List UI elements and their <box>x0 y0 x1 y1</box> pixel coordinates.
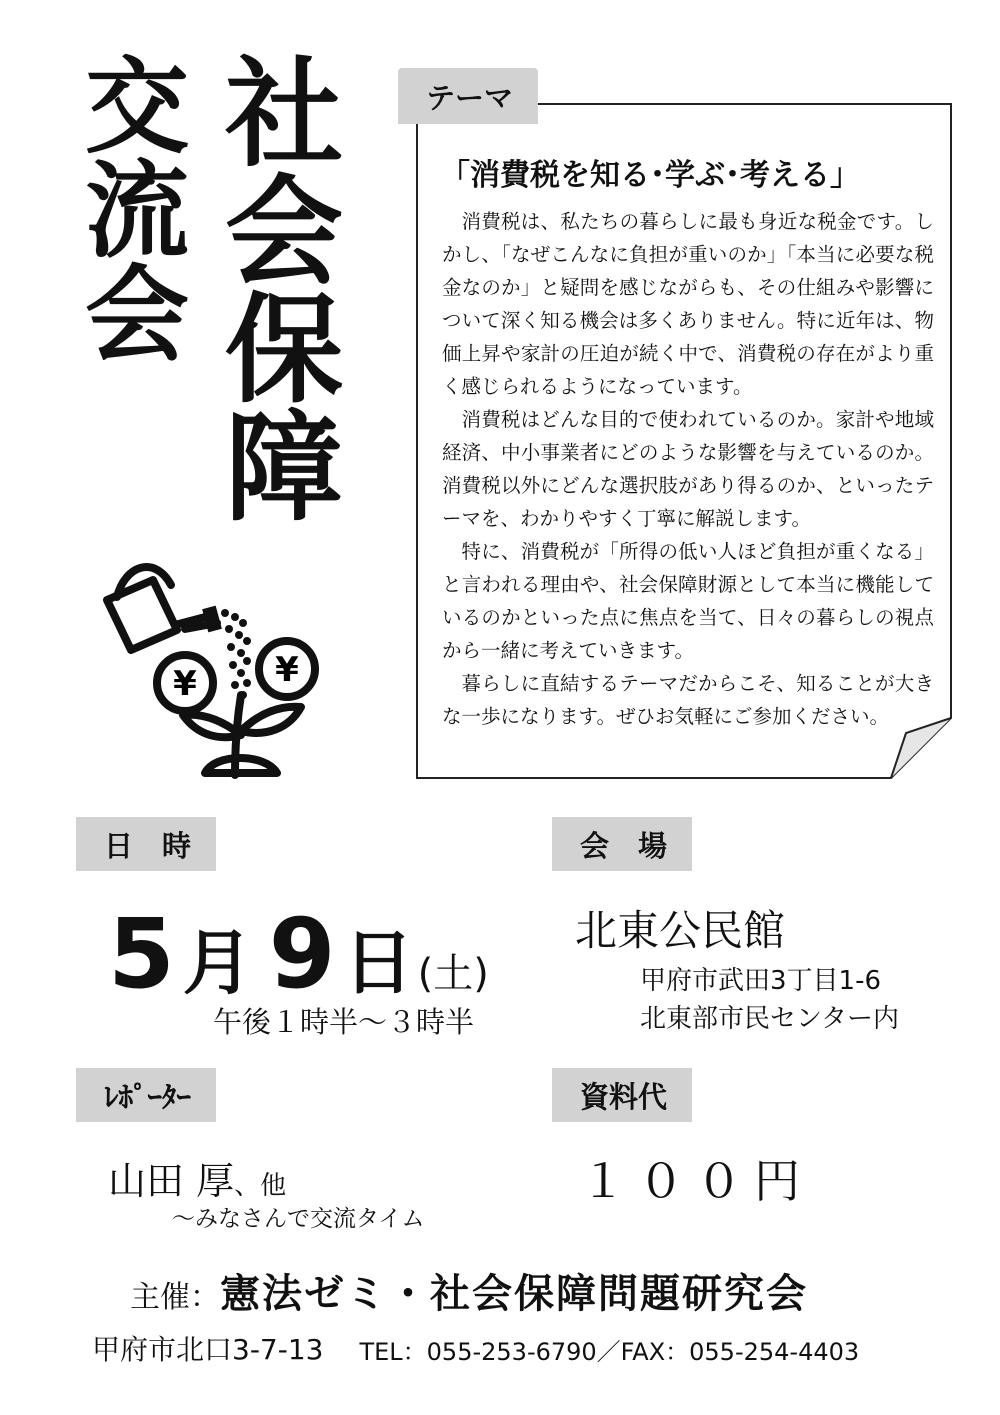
title-char: 障 <box>225 399 344 537</box>
fee-amount: １００円 <box>580 1154 812 1208</box>
theme-paragraph: 暮らしに直結するテーマだからこそ、知ることが大きな一歩になります。ぜひお気軽にご参加ください。 <box>442 672 934 728</box>
organizer-name: 憲法ゼミ・社会保障問題研究会 <box>220 1271 808 1317</box>
datetime-tag: 日 時 <box>76 817 216 871</box>
organizer-contact-line <box>92 1328 859 1368</box>
organizer-line <box>130 1262 808 1319</box>
title-char: 交 <box>85 46 190 168</box>
day-number: 9 <box>268 898 336 1010</box>
fee-tag: 資料代 <box>552 1068 692 1122</box>
reporter-name-line <box>108 1150 286 1205</box>
yen-coin-symbol: ¥ <box>173 664 197 704</box>
month-unit: 月 <box>182 922 253 1004</box>
title-exchange-meeting <box>85 46 190 376</box>
reporter-tag: ﾚﾎﾟｰﾀｰ <box>76 1068 216 1122</box>
day-unit: 日 <box>343 922 414 1004</box>
title-char: 保 <box>225 281 344 419</box>
organizer-address: 甲府市北口3-7-13 <box>92 1333 324 1366</box>
venue-name: 北東公民館 <box>575 906 786 955</box>
reporter-subtitle: ～みなさんで交流タイム <box>172 1206 425 1232</box>
title-char: 会 <box>85 254 190 376</box>
organizer-phone-fax: TEL：055-253-6790／FAX：055-254-4403 <box>359 1338 860 1366</box>
theme-headline: 「消費税を知る･学ぶ･考える」 <box>440 158 860 193</box>
weekday: (土) <box>417 951 489 997</box>
theme-paragraph: 特に、消費税が「所得の低い人ほど負担が重くなる」と言われる理由や、社会保障財源として本当に機能しているのかといった点に焦点を当て、日々の暮らしの視点から一緒に考えていきます。 <box>442 540 934 662</box>
month-number: 5 <box>108 898 175 1010</box>
venue-address-line: 甲府市武田3丁目1-6 <box>640 966 882 996</box>
watering-can-yen-sprout-icon <box>95 545 385 785</box>
reporter-name: 山田 厚 <box>108 1159 235 1203</box>
event-time: 午後１時半～３時半 <box>213 1005 475 1039</box>
venue-address <box>640 962 899 1038</box>
venue-address-line: 北東部市民センター内 <box>640 1004 899 1034</box>
reporter-suffix: 、他 <box>234 1171 287 1201</box>
theme-body <box>442 205 934 733</box>
theme-paragraph: 消費税は、私たちの暮らしに最も身近な税金です。しかし、「なぜこんなに負担が重いのか」「本当に必要な税金なのか」と疑問を感じながらも、その仕組みや影響について深く知る機会は多くありません。特に近年は、物価上昇や家計の圧迫が続く中で、消費税の存在がより重く感じられるようになっています。 <box>442 210 934 398</box>
theme-tag: テーマ <box>398 68 538 124</box>
organizer-label: 主催： <box>130 1280 220 1315</box>
theme-paragraph: 消費税はどんな目的で使われているのか。家計や地域経済、中小事業者にどのような影響を与えているのか。消費税以外にどんな選択肢があり得るのか、といったテーマを、わかりやすく丁寧に解説します。 <box>442 408 934 530</box>
venue-tag: 会 場 <box>552 817 692 871</box>
title-char: 会 <box>225 163 344 301</box>
title-social-security <box>225 45 344 537</box>
event-date <box>108 898 489 1010</box>
yen-coin-symbol: ¥ <box>275 650 299 690</box>
title-char: 流 <box>85 150 190 272</box>
title-char: 社 <box>225 45 344 183</box>
